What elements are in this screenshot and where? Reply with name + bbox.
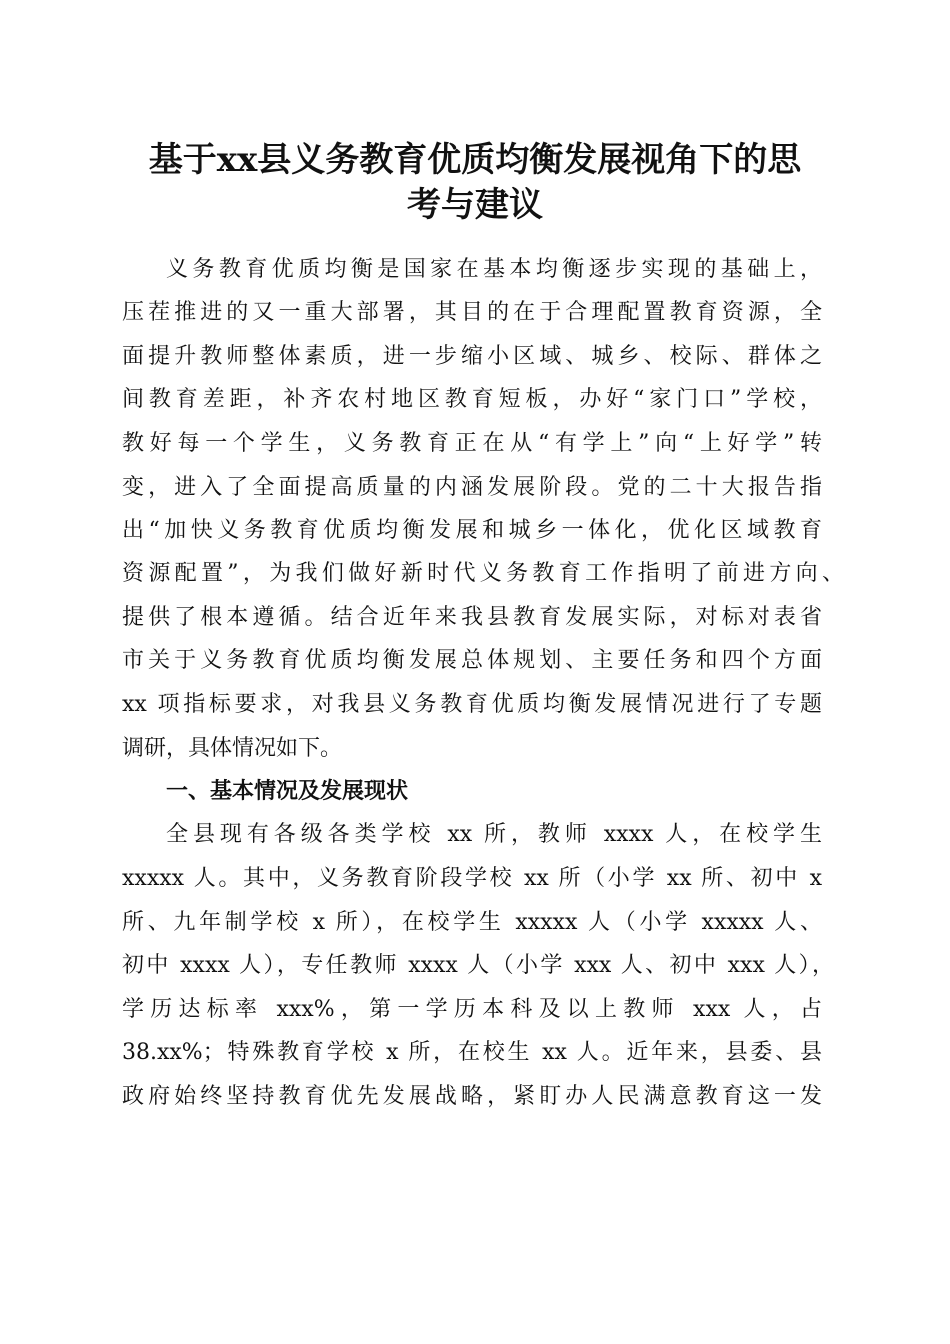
- section-heading: 一、基本情况及发展现状: [166, 779, 409, 804]
- text-line: 间教育差距，补齐农村地区教育短板，办好“家门口”学校，: [122, 387, 822, 412]
- text-line: 初中 xxxx 人），专任教师 xxxx 人（小学 xxx 人、初中 xxx 人），: [122, 953, 834, 978]
- title-line-2: 考与建议: [407, 185, 543, 225]
- text-line: 调研，具体情况如下。: [122, 736, 343, 761]
- text-line: 38.xx%；特殊教育学校 x 所，在校生 xx 人。近年来，县委、县: [122, 1040, 822, 1065]
- text-line: 出“加快义务教育优质均衡发展和城乡一体化，优化区域教育: [122, 518, 822, 543]
- text-line: 全县现有各级各类学校 xx 所，教师 xxxx 人，在校学生: [166, 822, 822, 847]
- text-line: 所、九年制学校 x 所），在校学生 xxxxx 人（小学 xxxxx 人、: [122, 910, 822, 935]
- text-line: 面提升教师整体素质，进一步缩小区域、城乡、校际、群体之: [122, 344, 822, 369]
- text-line: 压茬推进的又一重大部署，其目的在于合理配置教育资源，全: [122, 300, 822, 325]
- title-line-1: 基于xx县义务教育优质均衡发展视角下的思: [148, 140, 802, 180]
- text-line: 义务教育优质均衡是国家在基本均衡逐步实现的基础上，: [166, 257, 822, 282]
- text-line: xxxxx 人。其中，义务教育阶段学校 xx 所（小学 xx 所、初中 x: [122, 866, 822, 891]
- text-line: xx 项指标要求，对我县义务教育优质均衡发展情况进行了专题: [122, 692, 822, 717]
- text-line: 政府始终坚持教育优先发展战略，紧盯办人民满意教育这一发: [122, 1084, 822, 1109]
- text-line: 变，进入了全面提高质量的内涵发展阶段。党的二十大报告指: [122, 475, 822, 500]
- text-line: 教好每一个学生，义务教育正在从“有学上”向“上好学”转: [122, 431, 822, 456]
- text-line: 学历达标率 xxx%，第一学历本科及以上教师 xxx 人，占: [122, 997, 822, 1022]
- text-line: 提供了根本遵循。结合近年来我县教育发展实际，对标对表省: [122, 605, 822, 630]
- text-line: 资源配置”，为我们做好新时代义务教育工作指明了前进方向、: [122, 561, 844, 586]
- text-line: 市关于义务教育优质均衡发展总体规划、主要任务和四个方面: [122, 648, 822, 673]
